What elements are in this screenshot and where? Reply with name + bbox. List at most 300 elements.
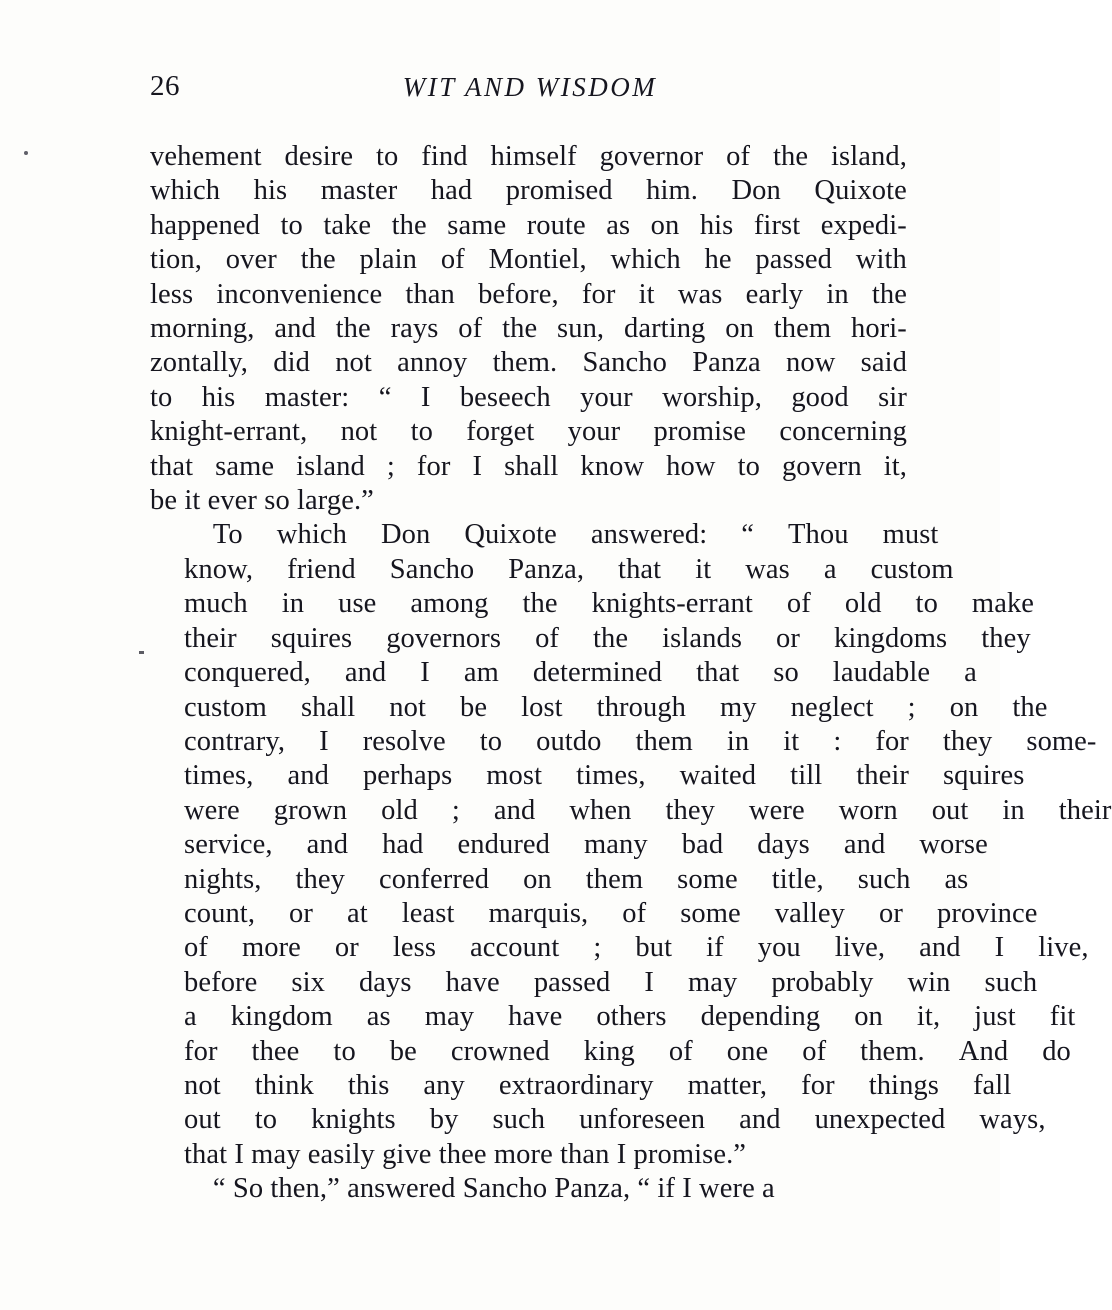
word: a bbox=[823, 553, 837, 585]
word: Panza, bbox=[508, 553, 585, 585]
word: many bbox=[584, 829, 648, 861]
text-line bbox=[150, 209, 907, 243]
word: have bbox=[445, 966, 500, 998]
word: conferred bbox=[378, 863, 490, 895]
word: I bbox=[420, 657, 430, 689]
word: with bbox=[855, 244, 907, 276]
word: to bbox=[479, 725, 503, 757]
word: on bbox=[949, 691, 979, 723]
word: of bbox=[458, 313, 483, 345]
running-head: WIT AND WISDOM bbox=[402, 72, 658, 102]
word: they bbox=[981, 622, 1031, 654]
word: times, bbox=[184, 760, 254, 792]
word: the bbox=[300, 244, 336, 276]
word: more bbox=[241, 932, 301, 964]
word: they bbox=[942, 725, 993, 757]
word: was bbox=[677, 278, 723, 310]
word: worn bbox=[838, 794, 898, 826]
word: worship, bbox=[662, 381, 762, 413]
word: of bbox=[622, 897, 647, 929]
text-line bbox=[150, 174, 907, 208]
text-line bbox=[150, 518, 939, 552]
word: through bbox=[596, 691, 687, 723]
word: live, bbox=[834, 932, 886, 964]
word: vehement bbox=[150, 141, 262, 172]
word: worse bbox=[919, 829, 988, 861]
word: some- bbox=[1026, 725, 1097, 757]
word: promise bbox=[653, 416, 747, 448]
word: before, bbox=[478, 278, 559, 310]
word: conquered, bbox=[184, 657, 311, 689]
word: laudable bbox=[832, 657, 931, 689]
word: on bbox=[725, 313, 754, 345]
word: fall bbox=[972, 1069, 1012, 1101]
text-line bbox=[150, 450, 907, 484]
word: not bbox=[340, 416, 378, 448]
word: fit bbox=[1049, 1001, 1076, 1033]
word: custom bbox=[184, 691, 267, 723]
word: ; bbox=[451, 794, 460, 826]
word: desire bbox=[284, 141, 354, 172]
word: use bbox=[338, 588, 377, 620]
word: of bbox=[535, 622, 560, 654]
word: in bbox=[826, 278, 849, 310]
word: any bbox=[423, 1069, 465, 1101]
page-body bbox=[150, 140, 1112, 1207]
word: and bbox=[344, 657, 387, 689]
word: in bbox=[726, 725, 750, 757]
word: most bbox=[486, 760, 543, 792]
word: To bbox=[184, 519, 243, 551]
word: for bbox=[416, 450, 451, 482]
word: them. bbox=[492, 347, 558, 379]
word: have bbox=[508, 1001, 563, 1033]
word: ; bbox=[593, 932, 602, 964]
word: that bbox=[150, 450, 194, 482]
word: kingdom bbox=[230, 1001, 333, 1033]
word: had bbox=[382, 829, 424, 861]
text-line: “ So then,” answered Sancho Panza, “ if I were a bbox=[184, 1173, 775, 1205]
word: sun, bbox=[557, 313, 605, 345]
word: out bbox=[931, 794, 969, 826]
word: governors bbox=[386, 622, 502, 654]
word: a bbox=[964, 657, 977, 689]
word: I bbox=[420, 381, 431, 413]
word: or bbox=[334, 932, 359, 964]
word: at bbox=[347, 897, 368, 929]
word: morning, bbox=[150, 313, 255, 345]
text-line: that I may easily give thee more than I promise.” bbox=[184, 1138, 747, 1170]
word: shall bbox=[300, 691, 356, 723]
word: be bbox=[459, 691, 488, 723]
word: contrary, bbox=[184, 725, 286, 757]
word: their bbox=[856, 760, 909, 792]
word: Panza bbox=[692, 347, 761, 379]
word: to bbox=[150, 381, 173, 413]
text-line bbox=[150, 828, 988, 862]
word: among bbox=[410, 588, 489, 620]
text-line bbox=[150, 312, 907, 346]
word: and bbox=[287, 760, 329, 792]
text-line bbox=[150, 415, 907, 449]
word: his bbox=[253, 175, 288, 207]
word: them bbox=[635, 725, 693, 757]
word: out bbox=[184, 1104, 221, 1136]
word: till bbox=[790, 760, 823, 792]
word: the bbox=[871, 278, 907, 310]
word: it, bbox=[883, 450, 907, 482]
text-line bbox=[150, 1103, 1046, 1137]
word: knights bbox=[311, 1104, 396, 1136]
word: passed bbox=[755, 244, 832, 276]
text-line bbox=[150, 863, 969, 897]
word: live, bbox=[1038, 932, 1089, 964]
word: friend bbox=[287, 553, 356, 585]
word: and bbox=[493, 794, 536, 826]
word: beseech bbox=[459, 381, 551, 413]
word: in bbox=[281, 588, 305, 620]
word: sir bbox=[878, 381, 907, 413]
word: first bbox=[753, 209, 801, 241]
word: you bbox=[757, 932, 801, 964]
word: one bbox=[726, 1035, 769, 1067]
word: squires bbox=[942, 760, 1025, 792]
word: which bbox=[150, 175, 221, 207]
word: count, bbox=[184, 897, 256, 929]
word: Sancho bbox=[582, 347, 667, 379]
word: marquis, bbox=[488, 897, 589, 929]
word: passed bbox=[533, 966, 611, 998]
word: master bbox=[320, 175, 398, 207]
word: some bbox=[680, 897, 741, 929]
text-line bbox=[150, 1000, 1076, 1034]
word: they bbox=[295, 863, 345, 895]
word: know bbox=[580, 450, 645, 482]
word: governor bbox=[599, 141, 704, 172]
word: account bbox=[470, 932, 560, 964]
word: route bbox=[526, 209, 586, 241]
word: the bbox=[773, 141, 809, 172]
word: win bbox=[907, 966, 951, 998]
text-line bbox=[150, 725, 1097, 759]
word: Montiel, bbox=[488, 244, 587, 276]
word: were bbox=[748, 794, 805, 826]
word: their bbox=[184, 622, 237, 654]
word: zontally, bbox=[150, 347, 248, 379]
text-line bbox=[150, 759, 1025, 793]
word: by bbox=[429, 1104, 459, 1136]
word: old bbox=[381, 794, 418, 826]
word: unforeseen bbox=[579, 1104, 706, 1136]
text-line bbox=[150, 931, 1089, 965]
text-line bbox=[150, 1069, 1012, 1103]
text-line bbox=[150, 346, 907, 380]
word: matter, bbox=[687, 1069, 768, 1101]
word: Don bbox=[380, 519, 431, 551]
word: some bbox=[677, 863, 738, 895]
word: Sancho bbox=[389, 553, 475, 585]
word: forget bbox=[466, 416, 535, 448]
word: but bbox=[635, 932, 673, 964]
word: master: bbox=[264, 381, 350, 413]
word: bad bbox=[681, 829, 724, 861]
word: of bbox=[184, 932, 208, 964]
word: depending bbox=[700, 1001, 821, 1033]
word: of bbox=[802, 1035, 827, 1067]
word: him. bbox=[646, 175, 698, 207]
word: and bbox=[919, 932, 961, 964]
word: now bbox=[786, 347, 836, 379]
word: same bbox=[447, 209, 507, 241]
word: your bbox=[580, 381, 633, 413]
word: just bbox=[974, 1001, 1016, 1033]
word: find bbox=[421, 141, 468, 172]
word: outdo bbox=[536, 725, 602, 757]
word: Thou bbox=[788, 519, 849, 551]
word: Don bbox=[731, 175, 781, 207]
word: for bbox=[875, 725, 909, 757]
word: think bbox=[254, 1069, 314, 1101]
word: how bbox=[666, 450, 716, 482]
word: on bbox=[854, 1001, 883, 1033]
word: knight-errant, bbox=[150, 416, 308, 448]
word: as bbox=[944, 863, 969, 895]
word: ; bbox=[386, 450, 395, 482]
text-line: be it ever so large.” bbox=[150, 485, 374, 517]
word: lost bbox=[521, 691, 563, 723]
word: I bbox=[319, 725, 329, 757]
word: custom bbox=[870, 553, 954, 585]
word: govern bbox=[781, 450, 862, 482]
word: if bbox=[706, 932, 724, 964]
word: do bbox=[1042, 1035, 1071, 1067]
word: nights, bbox=[184, 863, 262, 895]
word: answered: bbox=[590, 519, 708, 551]
word: “ bbox=[378, 381, 392, 413]
word: to bbox=[410, 416, 433, 448]
word: annoy bbox=[397, 347, 468, 379]
word: old bbox=[844, 588, 882, 620]
word: neglect bbox=[790, 691, 874, 723]
margin-speck bbox=[24, 151, 28, 155]
word: or bbox=[879, 897, 903, 929]
word: them. bbox=[860, 1035, 925, 1067]
margin-speck-secondary bbox=[139, 651, 144, 654]
word: endured bbox=[457, 829, 551, 861]
word: of bbox=[440, 244, 465, 276]
word: as bbox=[366, 1001, 391, 1033]
word: be bbox=[389, 1035, 417, 1067]
word: less bbox=[150, 278, 194, 310]
word: of bbox=[726, 141, 751, 172]
text-line bbox=[150, 966, 1038, 1000]
text-line bbox=[150, 622, 1031, 656]
word: to bbox=[915, 588, 938, 620]
word: “ bbox=[741, 519, 755, 551]
word: must bbox=[882, 519, 939, 551]
word: things bbox=[868, 1069, 939, 1101]
text-line bbox=[150, 243, 907, 277]
word: of bbox=[786, 588, 811, 620]
word: Quixote bbox=[814, 175, 907, 207]
word: island bbox=[296, 450, 365, 482]
word: And bbox=[958, 1035, 1009, 1067]
word: shall bbox=[504, 450, 559, 482]
word: for bbox=[581, 278, 616, 310]
word: their bbox=[1058, 794, 1112, 826]
word: the bbox=[593, 622, 629, 654]
word: it bbox=[695, 553, 712, 585]
text-line bbox=[150, 381, 907, 415]
word: which bbox=[276, 519, 347, 551]
word: am bbox=[463, 657, 499, 689]
text-line bbox=[150, 656, 977, 690]
word: I bbox=[644, 966, 654, 998]
word: tion, bbox=[150, 244, 202, 276]
text-line bbox=[150, 794, 1112, 828]
word: kingdoms bbox=[833, 622, 948, 654]
word: that bbox=[618, 553, 662, 585]
word: the bbox=[335, 313, 371, 345]
word: waited bbox=[679, 760, 757, 792]
word: the bbox=[502, 313, 538, 345]
word: not bbox=[389, 691, 426, 723]
word: probably bbox=[771, 966, 874, 998]
word: less bbox=[392, 932, 437, 964]
word: did bbox=[273, 347, 310, 379]
word: happened bbox=[150, 209, 260, 241]
word: hori- bbox=[851, 313, 907, 345]
word: your bbox=[567, 416, 621, 448]
word: darting bbox=[623, 313, 706, 345]
word: said bbox=[860, 347, 907, 379]
page-number: 26 bbox=[150, 70, 180, 102]
word: for bbox=[184, 1035, 218, 1067]
word: six bbox=[291, 966, 325, 998]
word: province bbox=[936, 897, 1038, 929]
word: and bbox=[306, 829, 349, 861]
word: ways, bbox=[979, 1104, 1046, 1136]
word: which bbox=[610, 244, 681, 276]
text-line bbox=[150, 140, 907, 174]
word: his bbox=[699, 209, 734, 241]
word: may bbox=[688, 966, 738, 998]
word: knights-errant bbox=[591, 588, 753, 620]
word: that bbox=[696, 657, 740, 689]
word: or bbox=[289, 897, 313, 929]
word: much bbox=[184, 588, 248, 620]
word: same bbox=[215, 450, 275, 482]
word: not bbox=[335, 347, 372, 379]
word: his bbox=[201, 381, 236, 413]
word: had bbox=[430, 175, 473, 207]
text-line bbox=[150, 553, 954, 587]
word: it bbox=[638, 278, 655, 310]
word: it, bbox=[916, 1001, 941, 1033]
word: on bbox=[523, 863, 552, 895]
word: rays bbox=[390, 313, 439, 345]
word: was bbox=[745, 553, 790, 585]
word: on bbox=[650, 209, 680, 241]
word: days bbox=[757, 829, 810, 861]
word: know, bbox=[184, 553, 254, 585]
word: determined bbox=[532, 657, 663, 689]
word: such bbox=[857, 863, 911, 895]
word: service, bbox=[184, 829, 273, 861]
word: a bbox=[184, 1001, 197, 1033]
word: the bbox=[1012, 691, 1048, 723]
word: : bbox=[833, 725, 842, 757]
word: such bbox=[984, 966, 1038, 998]
word: were bbox=[184, 794, 240, 826]
word: title, bbox=[771, 863, 824, 895]
page-header bbox=[150, 70, 910, 110]
word: crowned bbox=[450, 1035, 550, 1067]
word: and bbox=[274, 313, 316, 345]
word: not bbox=[184, 1069, 221, 1101]
word: them bbox=[773, 313, 832, 345]
word: them bbox=[585, 863, 644, 895]
word: than bbox=[405, 278, 455, 310]
word: of bbox=[668, 1035, 693, 1067]
word: early bbox=[745, 278, 804, 310]
word: make bbox=[971, 588, 1035, 620]
word: to bbox=[280, 209, 303, 241]
paragraph bbox=[150, 1172, 907, 1206]
word: others bbox=[596, 1001, 667, 1033]
word: resolve bbox=[362, 725, 446, 757]
word: least bbox=[401, 897, 455, 929]
word: squires bbox=[270, 622, 353, 654]
word: may bbox=[424, 1001, 475, 1033]
word: or bbox=[776, 622, 800, 654]
word: plain bbox=[359, 244, 418, 276]
word: island, bbox=[831, 141, 907, 172]
paragraph bbox=[150, 140, 907, 518]
word: grown bbox=[273, 794, 348, 826]
word: days bbox=[358, 966, 412, 998]
word: to bbox=[333, 1035, 356, 1067]
word: valley bbox=[774, 897, 846, 929]
text-line bbox=[150, 691, 1048, 725]
word: perhaps bbox=[362, 760, 453, 792]
text-line bbox=[150, 897, 1038, 931]
word: inconvenience bbox=[216, 278, 383, 310]
word: and bbox=[843, 829, 886, 861]
word: islands bbox=[662, 622, 743, 654]
word: good bbox=[791, 381, 849, 413]
word: Quixote bbox=[464, 519, 557, 551]
word: before bbox=[184, 966, 258, 998]
word: to bbox=[376, 141, 399, 172]
text-line bbox=[150, 1035, 1071, 1069]
word: they bbox=[665, 794, 715, 826]
word: king bbox=[583, 1035, 635, 1067]
word: concerning bbox=[779, 416, 907, 448]
word: ; bbox=[907, 691, 916, 723]
word: such bbox=[492, 1104, 546, 1136]
word: I bbox=[472, 450, 483, 482]
word: for bbox=[801, 1069, 835, 1101]
word: extraordinary bbox=[498, 1069, 654, 1101]
word: the bbox=[391, 209, 427, 241]
word: he bbox=[704, 244, 732, 276]
word: promised bbox=[505, 175, 613, 207]
word: to bbox=[254, 1104, 278, 1136]
word: as bbox=[606, 209, 631, 241]
word: himself bbox=[490, 141, 577, 172]
word: expedi- bbox=[820, 209, 907, 241]
